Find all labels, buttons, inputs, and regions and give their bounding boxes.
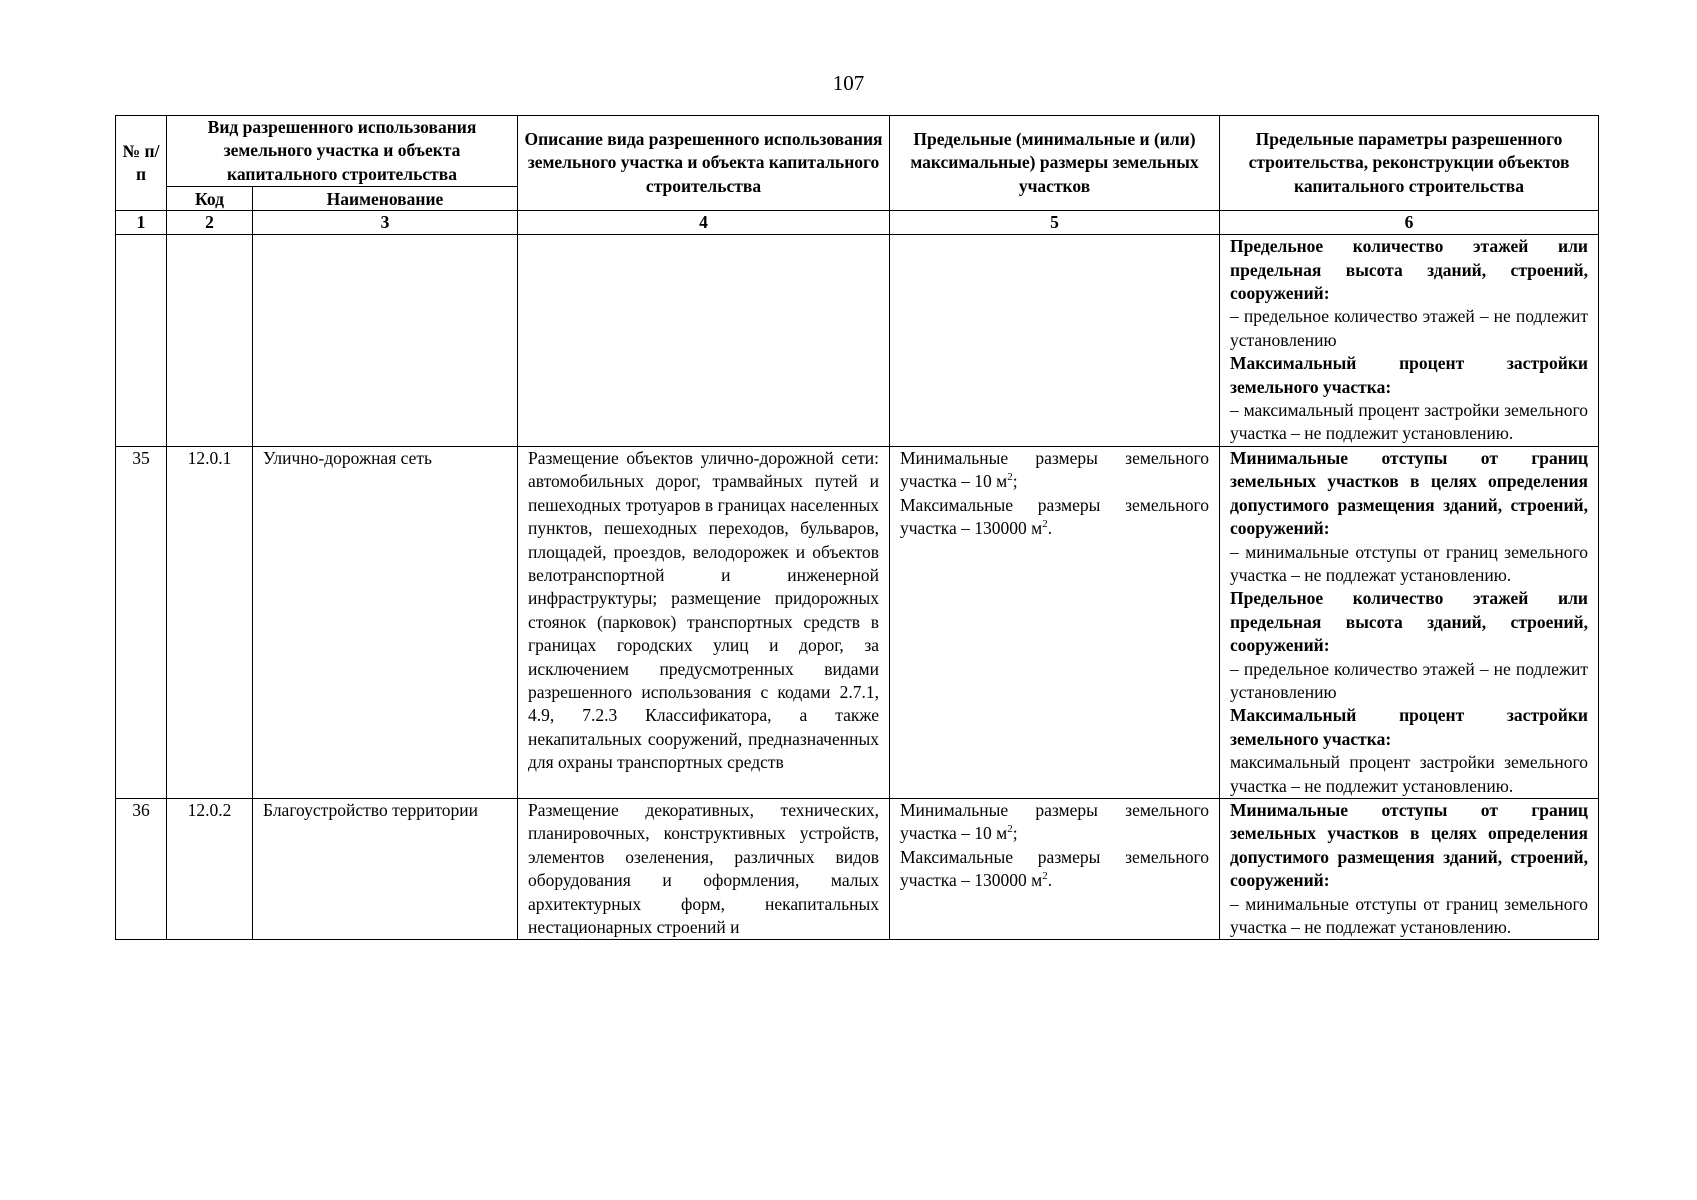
param-heading: Предельное количество этажей или предельная высота зданий, строений, сооружений: [1230, 588, 1588, 656]
size-tail: ; [1012, 471, 1018, 492]
size-tail: ; [1012, 823, 1018, 844]
row-number: 35 [116, 446, 167, 798]
row-name: Улично-дорожная сеть [253, 446, 518, 798]
row-params [1220, 235, 1599, 447]
row-number: 36 [116, 798, 167, 939]
header-description: Описание вида разрешенного использования земельного участка и объекта капитального строительства [518, 116, 890, 211]
table-row [116, 798, 1599, 939]
size-sup: 2 [1042, 870, 1048, 883]
header-kind-group: Вид разрешенного использования земельного участка и объекта капитального строительства [167, 116, 518, 187]
row-params [1220, 798, 1599, 939]
header-num: № п/п [116, 116, 167, 211]
row-description: Размещение объектов улично-дорожной сети: автомобильных дорог, трамвайных путей и пешеходных тротуаров в границах населенных пунктов, пешеходных переходов, бульваров, площадей, проездов, велодорожек и объектов велотранспортной и инженерной инфраструктуры; размещение придорожных стоянок (парковок) транспортных средств в границах городских улиц и дорог, за исключением предусмотренных видами разрешенного использования с кодами 2.7.1, 4.9, 7.2.3 Классификатора, а также некапитальных сооружений, предназначенных для охраны транспортных средств [518, 446, 890, 798]
header-sizes: Предельные (минимальные и (или) максимальные) размеры земельных участков [890, 116, 1220, 211]
size-text: Минимальные размеры земельного участка – 10 м [900, 799, 1209, 844]
header-params: Предельные параметры разрешенного строительства, реконструкции объектов капитального строительства [1220, 116, 1599, 211]
param-heading: Минимальные отступы от границ земельных участков в целях определения допустимого размещения зданий, строений, сооружений: [1230, 799, 1588, 891]
size-tail: . [1047, 870, 1053, 891]
size-sup: 2 [1042, 518, 1048, 531]
size-min [900, 799, 1209, 846]
row-sizes [890, 798, 1220, 939]
row-name: Благоустройство территории [253, 798, 518, 939]
row-sizes [890, 446, 1220, 798]
param-text: – максимальный процент застройки земельного участка – не подлежит установлению. [1230, 400, 1588, 444]
column-number: 3 [253, 211, 518, 235]
param-text: – минимальные отступы от границ земельного участка – не подлежат установлению. [1230, 893, 1588, 937]
row-code: 12.0.2 [167, 798, 253, 939]
column-number: 2 [167, 211, 253, 235]
land-use-table [115, 115, 1599, 940]
size-sup: 2 [1007, 471, 1013, 484]
param-heading: Минимальные отступы от границ земельных участков в целях определения допустимого размещения зданий, строений, сооружений: [1230, 447, 1588, 539]
size-sup: 2 [1007, 823, 1013, 836]
size-text: Минимальные размеры земельного участка – 10 м [900, 447, 1209, 492]
row-number [116, 235, 167, 447]
row-code [167, 235, 253, 447]
param-heading: Максимальный процент застройки земельного участка: [1230, 353, 1588, 397]
row-code: 12.0.1 [167, 446, 253, 798]
size-max [900, 494, 1209, 541]
param-text: максимальный процент застройки земельного участка – не подлежит установлению. [1230, 752, 1588, 796]
row-name [253, 235, 518, 447]
row-params [1220, 446, 1599, 798]
size-min [900, 447, 1209, 494]
table-row [116, 446, 1599, 798]
size-tail: . [1047, 518, 1053, 539]
column-numbers-row [116, 211, 1599, 235]
table-row [116, 235, 1599, 447]
page-number: 107 [832, 71, 865, 95]
column-number: 4 [518, 211, 890, 235]
header-name: Наименование [253, 187, 518, 211]
row-description [518, 235, 890, 447]
column-number: 6 [1220, 211, 1599, 235]
row-sizes [890, 235, 1220, 447]
column-number: 1 [116, 211, 167, 235]
param-heading: Максимальный процент застройки земельного участка: [1230, 705, 1588, 749]
size-max [900, 846, 1209, 893]
param-text: – минимальные отступы от границ земельного участка – не подлежат установлению. [1230, 541, 1588, 585]
header-code: Код [167, 187, 253, 211]
row-description: Размещение декоративных, технических, планировочных, конструктивных устройств, элементов озеленения, различных видов оборудования и оформления, малых архитектурных форм, некапитальных нестационарных строений и [518, 798, 890, 939]
param-heading: Предельное количество этажей или предельная высота зданий, строений, сооружений: [1230, 236, 1588, 304]
param-text: – предельное количество этажей – не подлежит установлению [1230, 306, 1588, 350]
column-number: 5 [890, 211, 1220, 235]
size-text: Максимальные размеры земельного участка – 130000 м [900, 846, 1209, 891]
size-text: Максимальные размеры земельного участка – 130000 м [900, 494, 1209, 539]
param-text: – предельное количество этажей – не подлежит установлению [1230, 658, 1588, 702]
